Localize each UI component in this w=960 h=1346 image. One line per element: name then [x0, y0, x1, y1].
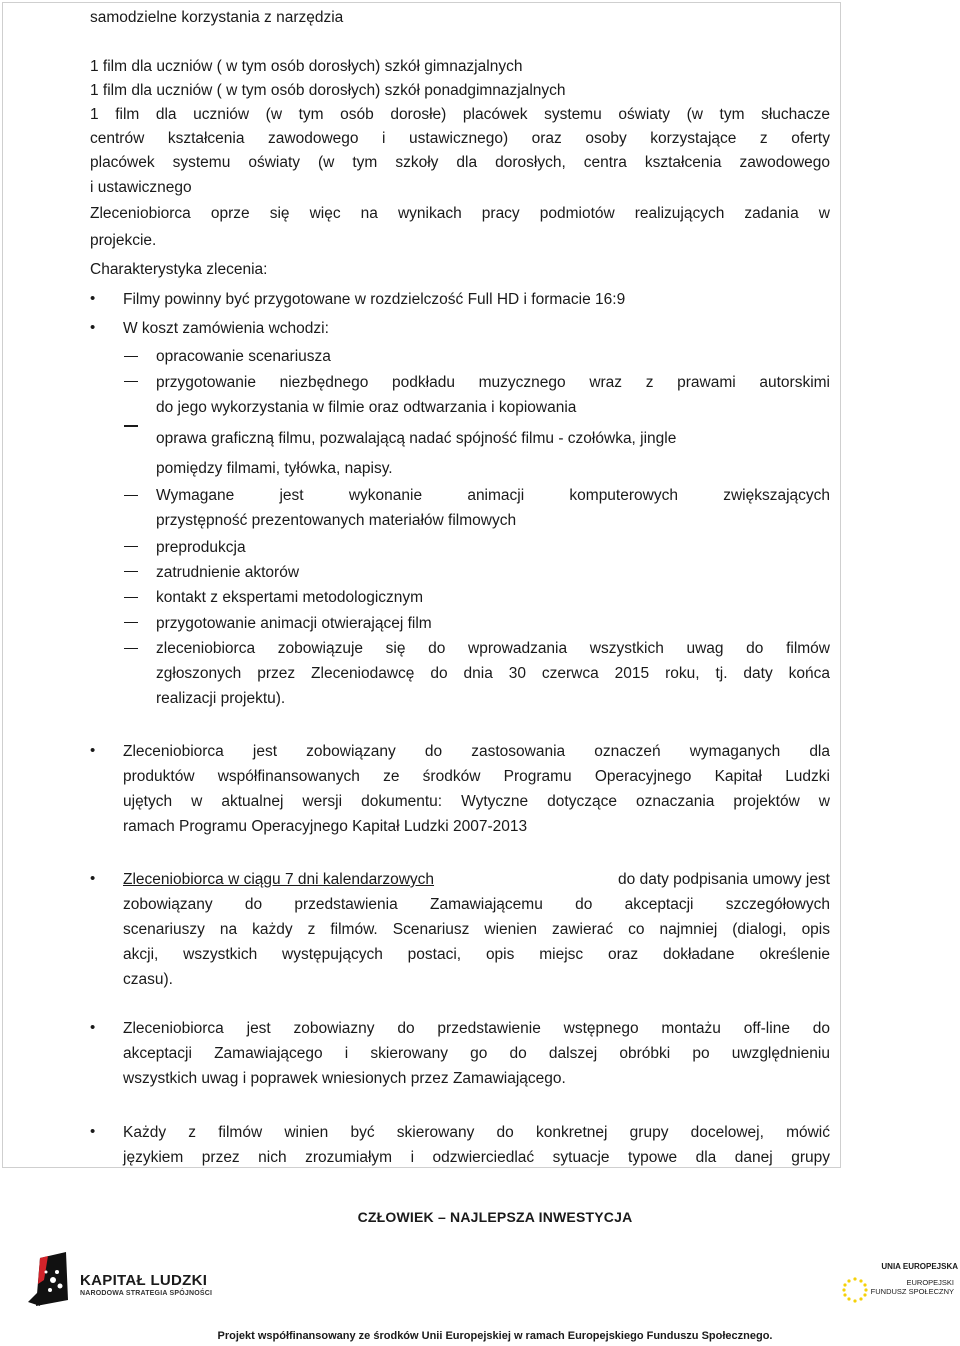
- paragraph-line: językiem przez nich zrozumiałym i odzwierciedlać sytuacje typowe dla danej grupy: [123, 1149, 830, 1166]
- paragraph-line: Każdy z filmów winien być skierowany do konkretnej grupy docelowej, mówić: [123, 1124, 830, 1141]
- intro-paragraph-line: projekcie.: [90, 232, 157, 249]
- dash-item-text: zatrudnienie aktorów: [156, 564, 300, 581]
- dash-marker: [124, 597, 138, 598]
- kapital-ludzki-title: KAPITAŁ LUDZKI: [80, 1272, 208, 1289]
- paragraph-line: akcji, wszystkich występujących postaci, opis miejsc oraz dokładane określenie: [123, 946, 830, 963]
- dash-item-text: przygotowanie niezbędnego podkładu muzycznego wraz z prawami autorskimi: [156, 374, 830, 391]
- dash-item-text: preprodukcja: [156, 539, 246, 556]
- paragraph-line: produktów współfinansowanych ze środków Programu Operacyjnego Kapitał Ludzki: [123, 768, 830, 785]
- dash-item-text: zgłoszonych przez Zleceniodawcę do dnia 30 czerwca 2015 roku, tj. daty końca: [156, 665, 830, 682]
- intro-line: 1 film dla uczniów ( w tym osób dorosłych) szkół gimnazjalnych: [90, 58, 523, 75]
- intro-line: samodzielne korzystania z narzędzia: [90, 9, 344, 26]
- bullet-marker: •: [90, 870, 96, 887]
- paragraph-line: wszystkich uwag i poprawek wniesionych przez Zamawiającego.: [123, 1070, 566, 1087]
- bullet-marker: •: [90, 1123, 96, 1140]
- kapital-ludzki-logo-icon: [26, 1250, 82, 1310]
- dash-item-text: oprawa graficzną filmu, pozwalającą nadać spójność filmu - czołówka, jingle: [156, 430, 677, 447]
- kapital-ludzki-subtitle: NARODOWA STRATEGIA SPÓJNOŚCI: [80, 1290, 213, 1297]
- eu-title: UNIA EUROPEJSKA: [881, 1262, 958, 1271]
- paragraph-line: scenariuszy na każdy z filmów. Scenariusz wienien zawierać co najmniej (dialogi, opis: [123, 921, 830, 938]
- intro-line: 1 film dla uczniów ( w tym osób dorosłych) szkół ponadgimnazjalnych: [90, 82, 566, 99]
- bullet-text: W koszt zamówienia wchodzi:: [123, 320, 329, 337]
- paragraph-line: ramach Programu Operacyjnego Kapitał Ludzki 2007-2013: [123, 818, 528, 835]
- dash-item-text: opracowanie scenariusza: [156, 348, 331, 365]
- dash-marker: [124, 381, 138, 382]
- intro-paragraph-line: 1 film dla uczniów (w tym osób dorosłe) placówek systemu oświaty (w tym słuchacze: [90, 106, 830, 123]
- dash-item-text: Wymagane jest wykonanie animacji komputerowych zwiększających: [156, 487, 830, 504]
- bullet-marker: •: [90, 1019, 96, 1036]
- dash-item-text: do jego wykorzystania w filmie oraz odtwarzania i kopiowania: [156, 399, 577, 416]
- dash-item-text: kontakt z ekspertami metodologicznym: [156, 589, 424, 606]
- section-heading: Charakterystyka zlecenia:: [90, 261, 268, 278]
- dash-marker: [124, 546, 138, 547]
- dash-item-text: przystępność prezentowanych materiałów filmowych: [156, 512, 517, 529]
- dash-item-text: przygotowanie animacji otwierającej film: [156, 615, 432, 632]
- bullet-marker: •: [90, 290, 96, 307]
- dash-marker: [124, 356, 138, 357]
- bullet-marker: •: [90, 742, 96, 759]
- paragraph-line: ujętych w aktualnej wersji dokumentu: Wytyczne dotyczące oznaczania projektów w: [123, 793, 830, 810]
- bullet-text: Filmy powinny być przygotowane w rozdzielczość Full HD i formacie 16:9: [123, 291, 626, 308]
- dash-item-text: realizacji projektu).: [156, 690, 286, 707]
- dash-marker: [124, 425, 138, 427]
- paragraph-line: Zleceniobiorca jest zobowiazny do przedstawienie wstępnego montażu off-line do: [123, 1020, 830, 1037]
- eu-fund-label: [871, 1278, 954, 1296]
- paragraph-line: zobowiązany do przedstawienia Zamawiającemu do akceptacji szczegółowych: [123, 896, 830, 913]
- underlined-deadline: Zleceniobiorca w ciągu 7 dni kalendarzowych: [123, 871, 435, 888]
- paragraph-line: [123, 867, 830, 892]
- bullet-marker: •: [90, 319, 96, 336]
- footer-tagline: CZŁOWIEK – NAJLEPSZA INWESTYCJA: [357, 1209, 633, 1225]
- paragraph-line-rest: do daty podpisania umowy jest: [618, 871, 830, 888]
- dash-item-text: pomiędzy filmami, tyłówka, napisy.: [156, 460, 393, 477]
- paragraph-line: akceptacji Zamawiającego i skierowany go do dalszej obróbki po uwzględnieniu: [123, 1045, 830, 1062]
- intro-paragraph-line: placówek systemu oświaty (w tym szkoły dla dorosłych, centra kształcenia zawodowego: [90, 154, 830, 171]
- intro-paragraph-line: i ustawicznego: [90, 179, 192, 196]
- eu-fund-line: FUNDUSZ SPOŁECZNY: [870, 1287, 954, 1296]
- eu-fund-line: EUROPEJSKI: [906, 1278, 954, 1287]
- paragraph-line: Zleceniobiorca jest zobowiązany do zastosowania oznaczeń wymaganych dla: [123, 743, 830, 760]
- dash-marker: [124, 622, 138, 623]
- intro-paragraph-line: Zleceniobiorca oprze się więc na wynikach pracy podmiotów realizujących zadania w: [90, 205, 830, 222]
- dash-marker: [124, 571, 138, 572]
- paragraph-line: czasu).: [123, 971, 173, 988]
- dash-marker: [124, 648, 138, 649]
- dash-item-text: zleceniobiorca zobowiązuje się do wprowadzania wszystkich uwag do filmów: [156, 640, 830, 657]
- footer-cofinancing-note: Projekt współfinansowany ze środków Unii Europejskiej w ramach Europejskiego Funduszu Społecznego.: [217, 1330, 773, 1342]
- dash-marker: [124, 495, 138, 496]
- intro-paragraph-line: centrów kształcenia zawodowego i ustawicznego) oraz osoby korzystające z oferty: [90, 130, 830, 147]
